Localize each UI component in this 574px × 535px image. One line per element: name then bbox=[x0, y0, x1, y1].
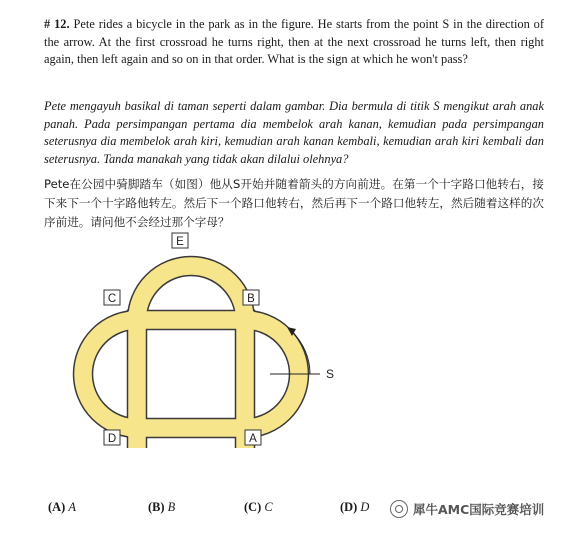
label-A: A bbox=[249, 433, 257, 445]
problem-number: # 12. bbox=[44, 17, 70, 31]
watermark bbox=[390, 496, 544, 522]
problem-text-english bbox=[44, 16, 544, 69]
park-path-figure bbox=[40, 228, 400, 496]
problem-text-malay: Pete mengayuh basikal di taman seperti dalam gambar. Dia bermula di titik S mengikut arah anak panah. Pada persimpangan pertama dia membelok arah kanan, kemudian pada persimpangan seterusnya dia membelok arah kiri, kemudian arah kanan kembali, kemudian arah kiri kembali dan seterusnya. Tanda manakah yang tidak akan dilalui olehnya? bbox=[44, 99, 544, 166]
problem-english-body: Pete rides a bicycle in the park as in the figure. He starts from the point S in the direction of the arrow. At the first crossroad he turns right, then at the next crossroad he turns left, then right again, then left again and so on in that order. What is the sign at which he won't pass? bbox=[44, 17, 545, 66]
label-B: B bbox=[247, 293, 255, 305]
wechat-icon bbox=[390, 500, 408, 518]
sign-D bbox=[104, 430, 120, 445]
option-c[interactable]: (C) C bbox=[244, 500, 273, 514]
option-d[interactable]: (D) D bbox=[340, 500, 370, 514]
label-E: E bbox=[176, 236, 184, 248]
problem-text-chinese: Pete在公园中骑脚踏车（如图）他从S开始并随着箭头的方向前进。在第一个十字路口他转右，接下来下一个十字路他转左。然后下一个路口他转右，然后再下一个路口他转左，然后随着这样的次序前进。请问他不会经过那个字母？ bbox=[44, 177, 544, 229]
sign-E bbox=[172, 233, 188, 248]
sign-B bbox=[243, 290, 259, 305]
label-D: D bbox=[107, 433, 117, 445]
label-S: S bbox=[326, 367, 335, 381]
sign-A bbox=[245, 430, 261, 445]
label-C: C bbox=[107, 293, 117, 305]
option-a[interactable]: (A) A bbox=[48, 500, 76, 514]
option-b[interactable]: (B) B bbox=[148, 500, 176, 514]
sign-C bbox=[104, 290, 120, 305]
watermark-text: 犀牛AMC国际竞赛培训 bbox=[413, 502, 545, 517]
